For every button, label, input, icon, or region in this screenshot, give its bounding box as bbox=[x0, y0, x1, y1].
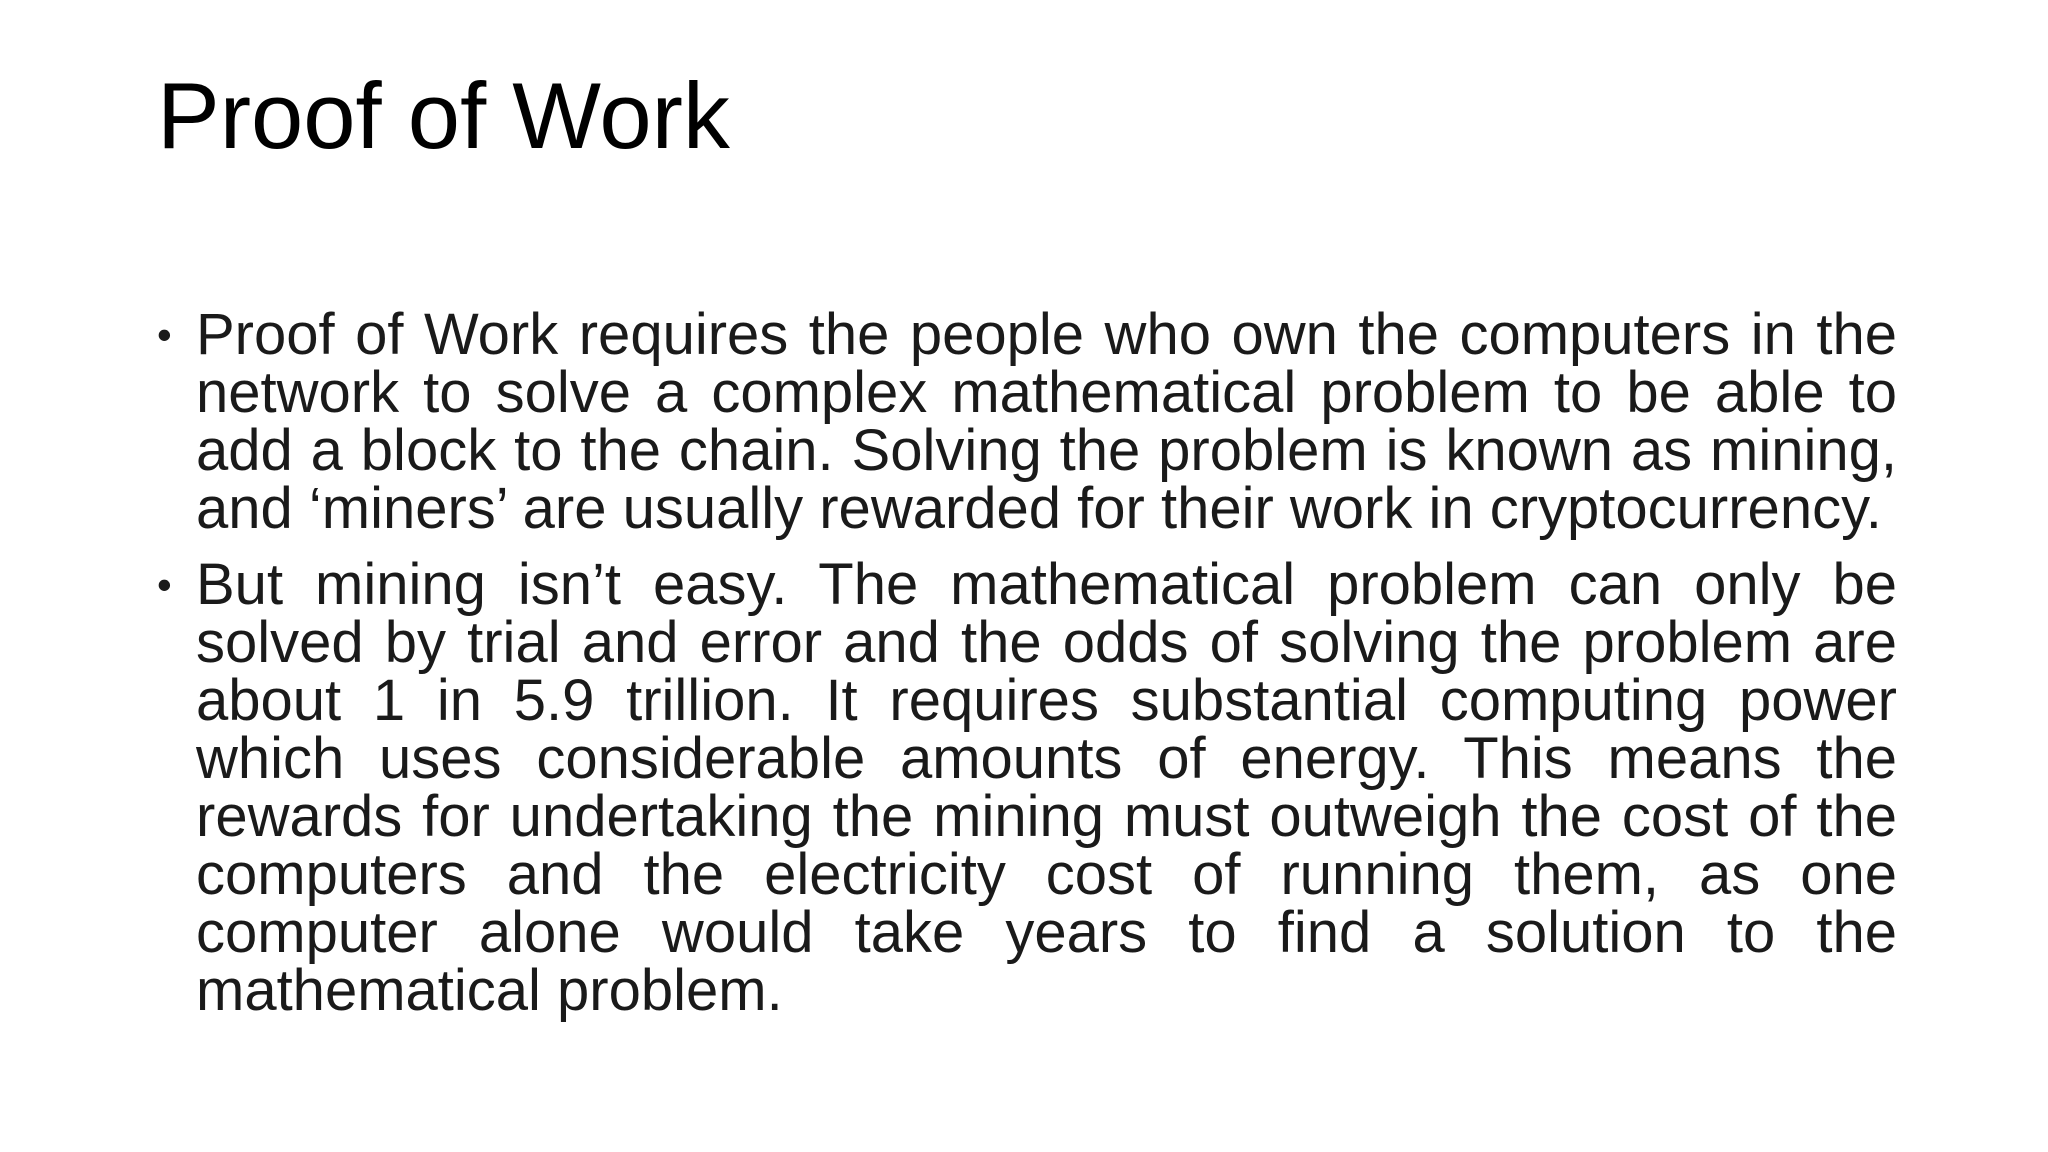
bullet-marker: • bbox=[157, 561, 172, 608]
slide-title: Proof of Work bbox=[157, 63, 730, 168]
bullet-list bbox=[157, 302, 1897, 1038]
bullet-text: Proof of Work requires the people who own the computers in the network to solve a complex mathematical problem to be able to add a block to the chain. Solving the problem is known as mining, and ‘miners’ are usually rewarded for their work in cryptocurrency. bbox=[196, 302, 1897, 541]
bullet-item bbox=[157, 552, 1897, 1023]
bullet-text: But mining isn’t easy. The mathematical problem can only be solved by trial and error and the odds of solving the problem are about 1 in 5.9 trillion. It requires substantial computing power which uses considerable amounts of energy. This means the rewards for undertaking the mining must outweigh the cost of the computers and the electricity cost of running them, as one computer alone would take years to find a solution to the mathematical problem. bbox=[196, 552, 1897, 1023]
bullet-item bbox=[157, 302, 1897, 541]
bullet-marker: • bbox=[157, 311, 172, 358]
